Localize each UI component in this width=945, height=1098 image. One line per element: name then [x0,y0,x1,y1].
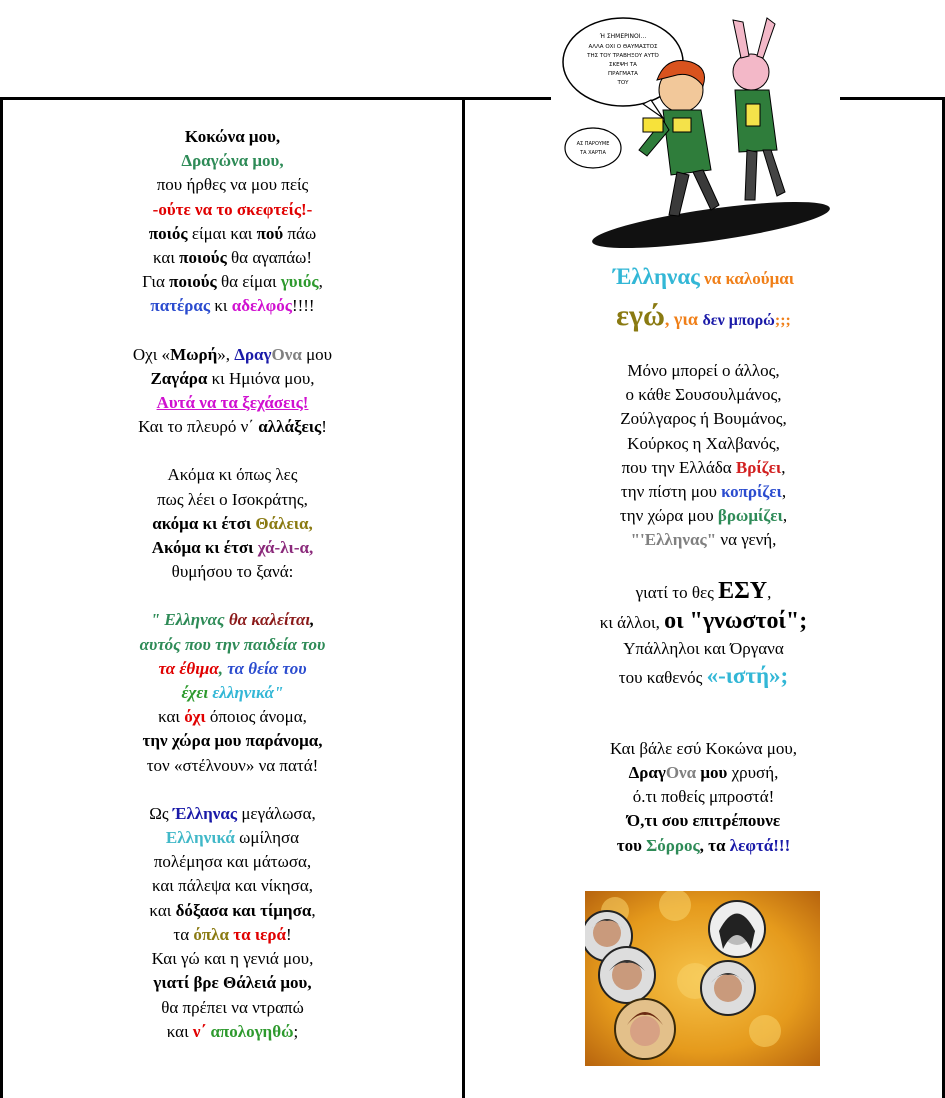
stanza-gap [3,584,462,608]
word: δόξασα και τίμησα [175,900,312,920]
word: χά-λι-α, [257,538,314,558]
portrait-avatar [701,961,755,1015]
poem-line: Ό,τι σου επιτρέπουνε [626,811,781,831]
word: να καλούμαι [699,269,794,288]
poem-line: πως λέει ο Ισοκράτης, [157,489,308,509]
poem-line [3,536,462,560]
word: Σόρρος [646,835,700,855]
word: κι [210,296,232,316]
heading-line-1 [465,262,942,294]
word: του [616,835,647,855]
word: όχι [184,707,206,727]
poem-line: -ούτε να το σκεφτείς!- [152,199,313,219]
word: τα θεία του [227,658,307,678]
word: βρωμίζει [717,506,783,526]
left-poem [3,125,462,1044]
word: , [311,900,316,920]
poem-line [465,661,942,693]
poem-line [3,246,462,270]
portrait-avatar [615,999,675,1059]
poem-line: Κούρκος η Χαλβανός, [627,433,780,453]
word: την πίστη μου [620,482,722,502]
right-stanza-3 [465,737,942,858]
word: , [310,610,315,630]
poem-line [3,681,462,705]
stanza-4 [3,608,462,777]
poem-line: Υπάλληλοι και Όργανα [623,638,784,658]
svg-text:ΑΛΛΑ ΟΧΙ Ο ΘΑΥΜΑΣΤΟΣ: ΑΛΛΑ ΟΧΙ Ο ΘΑΥΜΑΣΤΟΣ [588,44,658,50]
poem-line: τον «στέλνουν» να πατά! [146,755,319,775]
word: ελληνικά" [212,683,284,703]
speech-bubble-text: Ή ΣΗΜΕΡΙΝΟΙ... [599,33,647,40]
poem-line [465,456,942,480]
word: , τα [699,835,730,855]
poem-line [465,480,942,504]
svg-text:ΑΣ ΠΑΡΟΥΜΕ: ΑΣ ΠΑΡΟΥΜΕ [576,141,610,147]
word: να γενή, [716,530,777,550]
poem-line [3,343,462,367]
poem-line [465,761,942,785]
poem-line: Κοκώνα μου, [184,127,281,146]
word: πατέρας [150,296,211,316]
poem-line: Και γώ και η γενιά μου, [151,949,314,969]
word: οι "γνωστοί"; [664,607,808,634]
word: ! [321,417,327,437]
poem-line [3,367,462,391]
svg-text:ΣΚΕΨΗ ΤΑ: ΣΚΕΨΗ ΤΑ [609,62,637,68]
poem-line [3,923,462,947]
word: και [149,900,176,920]
word: κι Ημιόνα μου, [207,368,315,388]
word: Ελληνικά [165,828,235,848]
word: Δραγ [628,763,666,783]
word: χρυσή, [727,763,779,783]
poem-line: και πάλεψα και νίκησα, [151,876,313,896]
poem-line [465,834,942,858]
svg-text:ΤΟΥ: ΤΟΥ [617,80,629,86]
poem-line: Μόνο μπορεί ο άλλος, [627,361,780,380]
word: κοπρίζει [721,482,782,502]
word: εγώ [616,299,665,332]
poem-line [3,415,462,439]
word: την χώρα μου [619,506,718,526]
word: , [781,482,787,502]
word: Βρίζει [735,457,782,477]
word: θα αγαπάω! [226,248,312,268]
poem-line: ό.τι ποθείς μπροστά! [632,787,775,807]
word: , [318,272,323,292]
word: γυιός [280,272,319,292]
portrait-avatar [709,901,765,957]
word: του καθενός [618,667,707,687]
word: », [217,344,235,364]
word: ποιούς [179,248,227,268]
word: και [166,1021,193,1041]
right-poem [465,262,942,858]
poem-line [3,512,462,536]
portrait-avatar [599,947,655,1003]
stanza-3 [3,463,462,584]
word: ακόμα κι έτσι [152,513,256,533]
right-stanza-2 [465,577,942,693]
word: Ονα [271,344,302,364]
word: τα έθιμα [158,658,219,678]
word: γιατί το θες [635,582,719,602]
word: , [767,582,772,602]
word: λεφτά!!! [729,835,791,855]
right-heading [465,262,942,343]
heading-line-2 [465,294,942,343]
poem-line: θα πρέπει να ντραπώ [161,997,304,1017]
word: Ως [149,803,173,823]
poem-line [3,270,462,294]
poem-line [3,608,462,632]
word: και [158,707,185,727]
word: Και το πλευρό ν΄ [138,417,259,437]
word: τα ιερά [233,924,286,944]
poem-line: Ακόμα κι όπως λες [167,465,298,485]
svg-text:ΠΡΑΓΜΑΤΑ: ΠΡΑΓΜΑΤΑ [608,71,638,77]
poem-line: πολέμησα και μάτωσα, [153,852,312,872]
poem-line: Αυτά να τα ξεχάσεις! [156,393,309,413]
poem-line [3,1020,462,1044]
stanza-gap [3,439,462,463]
poem-line [3,705,462,729]
word: αδελφός [231,296,292,316]
word: !!!! [291,296,315,316]
poem-line [3,294,462,318]
word: όποιος άνομα, [205,707,307,727]
word: μεγάλωσα, [237,803,316,823]
word: Δραγ [234,344,272,364]
word: μου [301,344,333,364]
word: ωμίλησα [234,828,300,848]
poem-line: θυμήσου το ξανά: [171,562,294,582]
word: έχει [181,683,213,703]
word: , [781,457,786,477]
portrait-collage [585,891,820,1066]
word: Θάλεια, [255,513,313,533]
stanza-5 [3,802,462,1044]
word: Έλληνας [172,803,238,823]
word: Για [142,272,170,292]
poem-line: γιατί βρε Θάλειά μου, [153,973,312,993]
poem-line: που ήρθες να μου πείς [156,175,309,195]
stanza-gap [3,778,462,802]
word: ! [285,924,292,944]
poem-line [3,802,462,826]
word: Ακόμα κι έτσι [151,538,258,558]
poem-line: ο κάθε Σουσουλμάνος, [625,385,782,405]
word: θα είμαι [216,272,281,292]
word: Ζαγάρα [150,368,208,388]
word: θα καλείται [228,610,311,630]
right-stanza-1 [465,359,942,553]
poem-line [465,607,942,637]
poem-line [465,504,942,528]
word: πάω [283,223,317,243]
poem-line [465,528,942,552]
stanza-1 [3,125,462,319]
poem-line [3,899,462,923]
word: ν΄ [192,1021,211,1041]
poem-line [465,577,942,607]
word: «-ιστή»; [706,662,789,688]
cartoon-illustration [551,0,840,255]
word: κι άλλοι, [599,612,665,632]
word: ποιούς [169,272,217,292]
word: Ονα [665,763,697,783]
poem-line: την χώρα μου παράνομα, [142,731,323,751]
word: , για [664,309,703,329]
poem-line [3,657,462,681]
svg-text:ΤΗΣ ΤΟΥ ΤΡΑΒΗΞΟΥ ΑΥΤΌ: ΤΗΣ ΤΟΥ ΤΡΑΒΗΞΟΥ ΑΥΤΌ [587,53,659,59]
word: Έλληνας [613,264,700,289]
word: δεν μπορώ [702,312,775,329]
word: Οχι « [132,344,171,364]
word: μου [696,763,728,783]
poem-line: Ζούλγαρος ή Βουμάνος, [620,409,787,429]
frame-top-right [838,97,945,100]
frame-top-left [0,97,551,100]
word: και [153,248,180,268]
word: Μωρή [170,344,218,364]
word: τα [173,924,194,944]
word: ;;; [774,312,791,329]
poem-line [3,222,462,246]
word: ; [293,1021,299,1041]
word: απολογηθώ [210,1021,294,1041]
poem-line: Δραγώνα μου, [181,151,284,171]
poem-line: Και βάλε εσύ Κοκώνα μου, [609,738,798,758]
word: ΕΣΥ [718,577,768,604]
stanza-gap [3,319,462,343]
word: , [218,658,228,678]
svg-text:ΤΑ ΧΑΡΤΙΑ: ΤΑ ΧΑΡΤΙΑ [580,150,606,156]
word: " Ελληνας [150,610,229,630]
poem-line: αυτός που την παιδεία του [139,634,326,654]
word: όπλα [193,924,230,944]
word: "'Ελληνας" [630,530,717,550]
word: που την Ελλάδα [621,457,736,477]
stanza-2 [3,343,462,440]
word: , [782,506,788,526]
word: ποιός [148,223,188,243]
word: πού [256,223,284,243]
word: είμαι και [187,223,257,243]
poem-line [3,826,462,850]
word: αλλάξεις [258,417,322,437]
